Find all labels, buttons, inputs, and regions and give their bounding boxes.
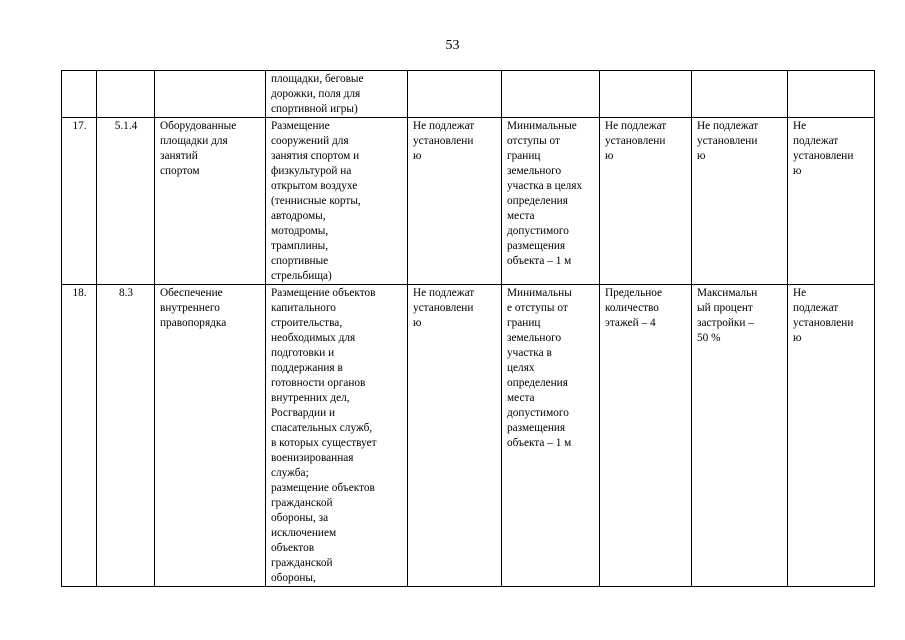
code-cell: 8.3	[97, 285, 155, 587]
use-name-cell	[155, 71, 266, 118]
param-cell-7	[600, 71, 692, 118]
param-cell-9	[788, 71, 875, 118]
description-cell: Размещение сооружений для занятия спортом и физкультурой на открытом воздухе (теннисные корты, автодромы, мотодромы, трамплины, спортивные стрельбища)	[266, 118, 408, 285]
param-cell-5: Не подлежат установлени ю	[408, 118, 502, 285]
param-cell-8: Максимальн ый процент застройки – 50 %	[692, 285, 788, 587]
param-cell-6: Минимальные отступы от границ земельного участка в целях определения места допустимого размещения объекта – 1 м	[502, 118, 600, 285]
param-cell-7: Не подлежат установлени ю	[600, 118, 692, 285]
param-cell-8	[692, 71, 788, 118]
code-cell: 5.1.4	[97, 118, 155, 285]
param-cell-9: Не подлежат установлени ю	[788, 118, 875, 285]
code-cell	[97, 71, 155, 118]
row-number-cell	[62, 71, 97, 118]
table-row	[62, 118, 875, 285]
use-name-cell: Обеспечение внутреннего правопорядка	[155, 285, 266, 587]
param-cell-9: Не подлежат установлени ю	[788, 285, 875, 587]
use-name-cell: Оборудованные площадки для занятий спортом	[155, 118, 266, 285]
page-number: 53	[445, 38, 460, 53]
row-number-cell: 18.	[62, 285, 97, 587]
param-cell-6: Минимальны е отступы от границ земельного участка в целях определения места допустимого размещения объекта – 1 м	[502, 285, 600, 587]
param-cell-5	[408, 71, 502, 118]
description-cell: площадки, беговые дорожки, поля для спортивной игры)	[266, 71, 408, 118]
param-cell-7: Предельное количество этажей – 4	[600, 285, 692, 587]
table-row	[62, 71, 875, 118]
description-cell: Размещение объектов капитального строительства, необходимых для подготовки и поддержания в готовности органов внутренних дел, Росгвардии и спасательных служб, в которых существует военизированная служба; размещение объектов гражданской обороны, за исключением объектов гражданской обороны,	[266, 285, 408, 587]
land-use-table	[61, 70, 875, 587]
param-cell-8: Не подлежат установлени ю	[692, 118, 788, 285]
param-cell-6	[502, 71, 600, 118]
table-row	[62, 285, 875, 587]
param-cell-5: Не подлежат установлени ю	[408, 285, 502, 587]
row-number-cell: 17.	[62, 118, 97, 285]
